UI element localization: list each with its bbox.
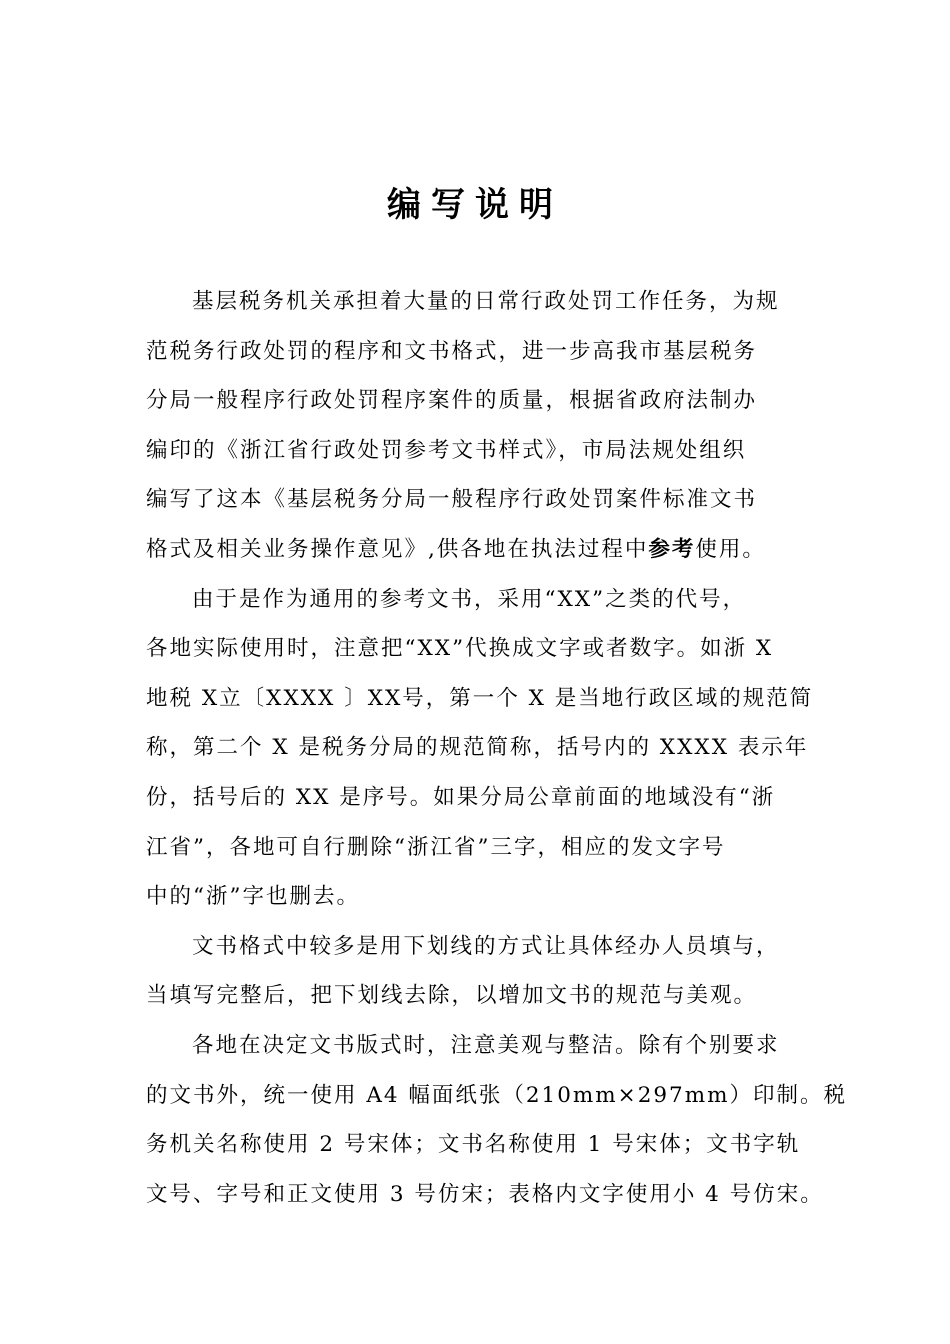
paragraph-line: 编写了这本《基层税务分局一般程序行政处罚案件标准文书 (146, 487, 758, 513)
paragraph-line: 江省”，各地可自行删除“浙江省”三字，相应的发文字号 (146, 834, 726, 860)
paragraph-line: 范税务行政处罚的程序和文书格式，进一步高我市基层税务 (146, 338, 758, 364)
page-title: 编写说明 (387, 185, 563, 225)
paragraph-4 (146, 1021, 846, 1219)
paragraph-line: 务机关名称使用 2 号宋体；文书名称使用 1 号宋体；文书字轨 (146, 1132, 801, 1158)
paragraph-2 (146, 575, 846, 922)
bold-emphasis: 参考 (648, 536, 696, 562)
paragraph-line: 中的“浙”字也删去。 (146, 884, 360, 910)
paragraph-line: 地税 X立〔XXXX 〕XX号，第一个 X 是当地行政区域的规范简 (146, 685, 814, 711)
paragraph-line: 编印的《浙江省行政处罚参考文书样式》，市局法规处组织 (146, 437, 747, 463)
paragraph-line: 各地在决定文书版式时，注意美观与整洁。除有个别要求 (192, 1032, 780, 1058)
paragraph-3 (146, 922, 846, 1021)
paragraph-line: 文书格式中较多是用下划线的方式让具体经办人员填与， (192, 933, 780, 959)
paragraph-1 (146, 277, 846, 575)
paragraph-line: 各地实际使用时，注意把“XX”代换成文字或者数字。如浙 X (146, 636, 774, 662)
text-segment: 使用。 (695, 536, 766, 562)
paragraph-line: 基层税务机关承担着大量的日常行政处罚工作任务，为规 (192, 289, 780, 314)
paragraph-line: 的文书外，统一使用 A4 幅面纸张（210mm×297mm）印制。税 (146, 1082, 848, 1108)
paragraph-line: 称，第二个 X 是税务分局的规范简称，括号内的 XXXX 表示年 (146, 735, 809, 761)
paragraph-line: 文号、字号和正文使用 3 号仿宋；表格内文字使用小 4 号仿宋。 (146, 1181, 824, 1207)
paragraph-line: 份，括号后的 XX 是序号。如果分局公章前面的地域没有“浙 (146, 784, 776, 810)
paragraph-line (146, 525, 846, 575)
paragraph-line: 当填写完整后，把下划线去除，以增加文书的规范与美观。 (146, 983, 758, 1009)
text-segment: 格式及相关业务操作意见》,供各地在执法过程中 (146, 536, 649, 562)
paragraph-line: 由于是作为通用的参考文书，采用“XX”之类的代号， (192, 586, 747, 612)
document-body (146, 277, 846, 1219)
paragraph-line: 分局一般程序行政处罚程序案件的质量，根据省政府法制办 (146, 388, 758, 414)
